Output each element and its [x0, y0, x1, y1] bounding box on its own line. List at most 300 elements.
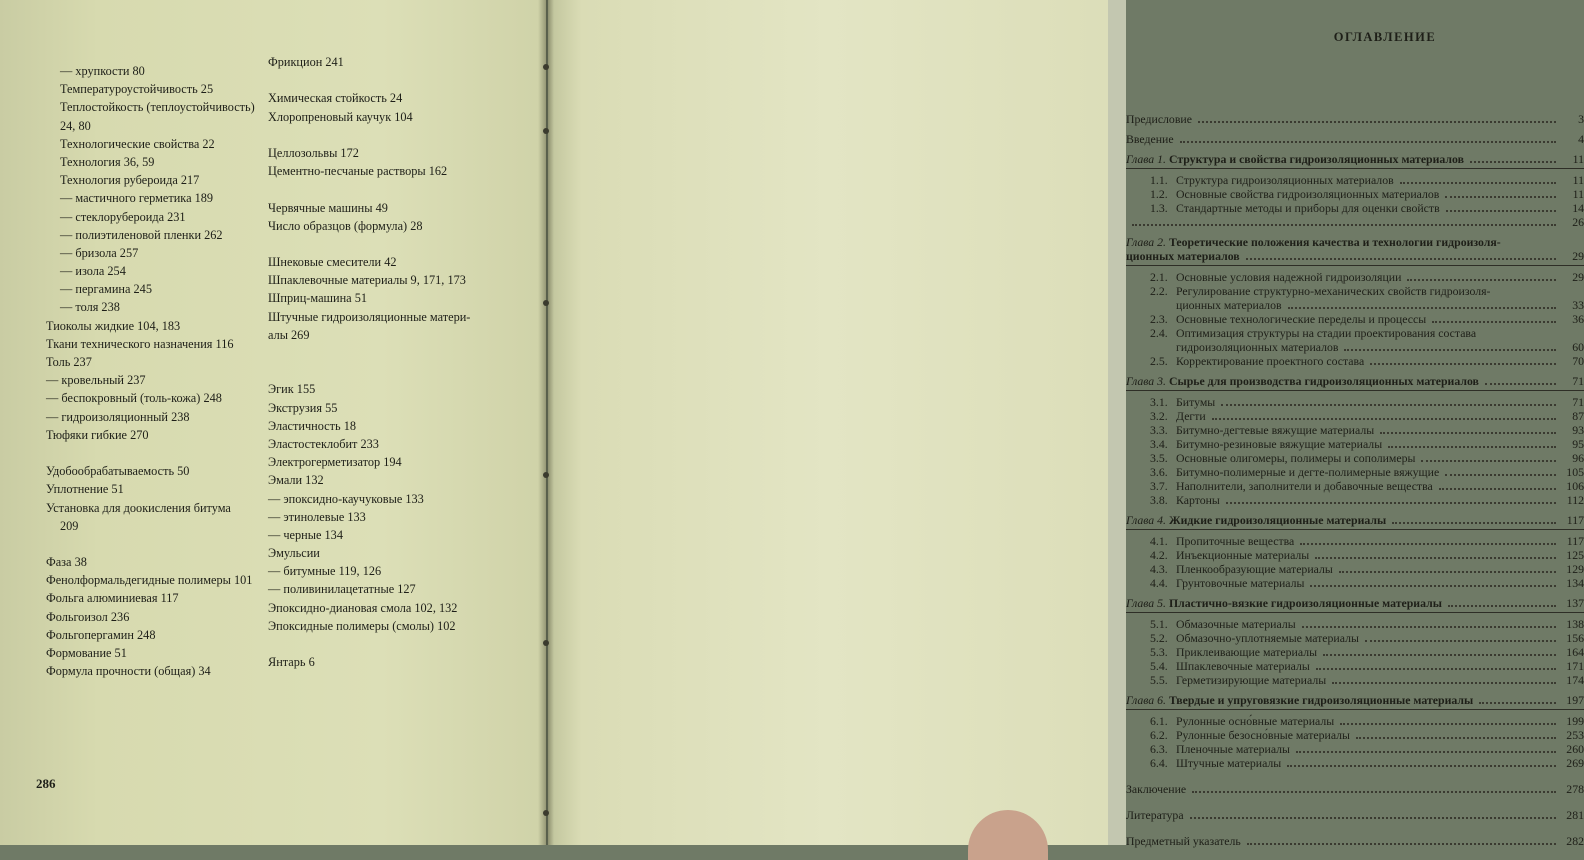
- leader-dots: [1370, 363, 1556, 365]
- index-entry: — гидроизоляционный 238: [46, 409, 190, 424]
- index-entry: — мастичного герметика 189: [60, 191, 214, 206]
- section-number: 2.5.: [1150, 354, 1168, 368]
- section-title: Основные условия надежной гидроизоляции: [1176, 270, 1402, 284]
- section-heading: [1126, 756, 1281, 770]
- toc-entry-text: Литература: [1126, 808, 1184, 822]
- toc-section[interactable]: [1126, 714, 1584, 728]
- section-title: Стандартные методы и приборы для оценки свойств: [1176, 201, 1440, 215]
- section-heading: [1126, 423, 1374, 437]
- toc-page-number: 253: [1566, 728, 1584, 742]
- section-heading: [1126, 742, 1290, 756]
- index-entry: Шнековые смесители 42: [268, 255, 397, 270]
- section-heading: [1126, 631, 1359, 645]
- toc-section[interactable]: [1126, 312, 1584, 326]
- section-number: 3.5.: [1150, 451, 1168, 465]
- leader-dots: [1392, 522, 1556, 524]
- section-number: 4.4.: [1150, 576, 1168, 590]
- index-entry: Химическая стойкость 24: [268, 91, 403, 106]
- toc-section[interactable]: [1126, 534, 1584, 548]
- section-title: Битумно-полимерные и дегте-полимерные вяжущие: [1176, 465, 1440, 479]
- section-heading: [1126, 465, 1439, 479]
- index-entry: Уплотнение 51: [46, 482, 124, 497]
- index-entry: — битумные 119, 126: [268, 564, 382, 579]
- toc-section[interactable]: [1126, 631, 1584, 645]
- index-entry: Технология рубероида 217: [60, 173, 200, 188]
- chapter-title-continued: ционных материалов: [1126, 249, 1240, 263]
- toc-page-number: 87: [1572, 409, 1584, 423]
- section-title: Рулонные осно́вные материалы: [1176, 714, 1335, 728]
- index-entry: Фрикцион 241: [268, 55, 344, 69]
- binding-stitch: [543, 128, 549, 134]
- section-title: Картоны: [1176, 493, 1220, 507]
- toc-page-number: 71: [1572, 395, 1584, 409]
- index-entry: 24, 80: [60, 118, 91, 133]
- index-entry: Эмали 132: [268, 473, 324, 488]
- toc-page-number: 134: [1566, 576, 1584, 590]
- section-number: 1.1.: [1150, 173, 1168, 187]
- leader-dots: [1344, 349, 1556, 351]
- section-number: 3.6.: [1150, 465, 1168, 479]
- index-entry: Удобообрабатываемость 50: [46, 464, 190, 479]
- section-title: Дегти: [1176, 409, 1206, 423]
- index-entry: — этинолевые 133: [268, 509, 366, 524]
- section-heading: [1126, 451, 1415, 465]
- toc-entry-text: Заключение: [1126, 782, 1187, 796]
- leader-dots: [1445, 474, 1556, 476]
- index-entry: Технология 36, 59: [60, 154, 155, 169]
- toc-section[interactable]: [1126, 617, 1584, 631]
- section-title-continued: ционных материалов: [1176, 298, 1282, 312]
- toc-page-number: 281: [1566, 808, 1584, 822]
- toc-section[interactable]: [1126, 187, 1584, 201]
- section-number: 2.2.: [1150, 284, 1168, 298]
- section-title: Битумно-резиновые вяжущие материалы: [1176, 437, 1383, 451]
- index-gap: [268, 635, 470, 653]
- section-number: 3.4.: [1150, 437, 1168, 451]
- toc-section[interactable]: [1126, 756, 1584, 770]
- toc-title: ОГЛАВЛЕНИЕ: [1333, 30, 1437, 44]
- section-heading: [1126, 576, 1304, 590]
- chapter-title: Теоретические положения качества и технологии гидроизоля-: [1168, 235, 1501, 249]
- toc-chapter-3[interactable]: [1126, 374, 1584, 388]
- section-heading: [1126, 714, 1334, 728]
- section-title-continued: гидроизоляционных материалов: [1176, 340, 1339, 354]
- chapter-rule: [1126, 612, 1584, 613]
- index-entry: — бризола 257: [60, 245, 139, 260]
- chapter-heading: [1126, 374, 1479, 388]
- leader-dots: [1198, 121, 1556, 123]
- section-title: Регулирование структурно-механических свойств гидроизоля-: [1176, 284, 1491, 298]
- index-entry: — толя 238: [60, 300, 120, 315]
- toc-page-number: 282: [1566, 834, 1584, 848]
- chapter-title: Твердые и упруговязкие гидроизоляционные материалы: [1168, 693, 1474, 707]
- index-entry: Толь 237: [46, 355, 92, 369]
- index-entry: — стеклорубероида 231: [60, 209, 186, 224]
- toc-section[interactable]: [1126, 659, 1584, 673]
- section-heading: [1126, 409, 1206, 423]
- section-title: Оптимизация структуры на стадии проектирования состава: [1176, 326, 1477, 340]
- index-entry: Червячные машины 49: [268, 200, 388, 215]
- index-entry: Температуроустойчивость 25: [60, 82, 214, 97]
- section-number: 6.1.: [1150, 714, 1168, 728]
- index-entry: — изола 254: [60, 264, 126, 279]
- toc-page-number: 29: [1572, 249, 1584, 263]
- toc-section[interactable]: [1126, 201, 1584, 215]
- index-gap: [268, 71, 470, 89]
- toc-section[interactable]: [1126, 173, 1584, 187]
- leader-dots: [1300, 543, 1556, 545]
- leader-dots: [1439, 488, 1556, 490]
- index-entry: — хрупкости 80: [60, 64, 145, 78]
- leader-dots: [1485, 383, 1556, 385]
- index-entry: Фольгоизол 236: [46, 609, 130, 624]
- leader-dots: [1212, 418, 1556, 420]
- index-gap: [46, 535, 255, 553]
- toc-section[interactable]: [1126, 742, 1584, 756]
- leader-dots: [1323, 654, 1556, 656]
- section-title: Приклеивающие материалы: [1176, 645, 1318, 659]
- index-entry: Эгик 155: [268, 382, 316, 397]
- index-entry: — поливинилацетатные 127: [268, 582, 416, 597]
- section-heading: [1126, 659, 1310, 673]
- leader-dots: [1400, 182, 1556, 184]
- binding-stitch: [543, 810, 549, 816]
- section-heading: [1126, 728, 1350, 742]
- index-entry: — эпоксидно-каучуковые 133: [268, 491, 424, 506]
- index-entry: Эпоксидно-диановая смола 102, 132: [268, 600, 458, 615]
- toc-section[interactable]: [1126, 395, 1584, 409]
- toc-page-number: 71: [1572, 374, 1584, 388]
- section-title: Штучные материалы: [1176, 756, 1282, 770]
- leader-dots: [1421, 460, 1556, 462]
- section-title: Битумно-дегтевые вяжущие материалы: [1176, 423, 1375, 437]
- toc-section[interactable]: [1126, 493, 1584, 507]
- section-heading: [1126, 201, 1440, 215]
- index-entry: Эластичность 18: [268, 418, 356, 433]
- chapter-title: Структура и свойства гидроизоляционных материалов: [1168, 152, 1465, 166]
- toc-page-number: 129: [1566, 562, 1584, 576]
- binding-stitch: [543, 472, 549, 478]
- index-entry: — пергамина 245: [60, 282, 152, 297]
- chapter-label: Глава 1.: [1126, 152, 1167, 166]
- chapter-label: Глава 2.: [1126, 235, 1167, 249]
- toc-page-number: 269: [1566, 756, 1584, 770]
- leader-dots: [1388, 446, 1556, 448]
- section-title: Наполнители, заполнители и добавочные вещества: [1176, 479, 1433, 493]
- section-number: 3.2.: [1150, 409, 1168, 423]
- toc-page-number: 112: [1566, 493, 1584, 507]
- chapter-rule: [1126, 709, 1584, 710]
- toc-page-number: 156: [1566, 631, 1584, 645]
- index-entry: Фольгопергамин 248: [46, 627, 156, 642]
- chapter-title: Пластично-вязкие гидроизоляционные материалы: [1168, 596, 1442, 610]
- toc-entry-tail[interactable]: [1126, 834, 1584, 848]
- index-entry: 209: [60, 518, 79, 533]
- section-number: 2.4.: [1150, 326, 1168, 340]
- toc-page-number: 36: [1572, 312, 1584, 326]
- leader-dots: [1315, 557, 1556, 559]
- section-title: Герметизирующие материалы: [1176, 673, 1327, 687]
- toc-page-number: 171: [1566, 659, 1584, 673]
- toc-section[interactable]: [1126, 326, 1584, 340]
- toc-page-number: 70: [1572, 354, 1584, 368]
- leader-dots: [1332, 682, 1556, 684]
- section-title: Инъекционные материалы: [1176, 548, 1310, 562]
- toc-entry-intro[interactable]: [1126, 132, 1584, 146]
- chapter-heading: [1126, 693, 1473, 707]
- leader-dots: [1192, 791, 1556, 793]
- index-entry: Тиоколы жидкие 104, 183: [46, 318, 181, 333]
- index-entry: Формула прочности (общая) 34: [46, 664, 211, 679]
- toc-section[interactable]: [1126, 728, 1584, 742]
- section-heading: [1126, 326, 1476, 340]
- section-title: Основные свойства гидроизоляционных материалов: [1176, 187, 1440, 201]
- section-heading: [1126, 354, 1364, 368]
- index-entry: Фаза 38: [46, 555, 87, 570]
- toc-extra-page: [1126, 215, 1584, 229]
- leader-dots: [1479, 702, 1556, 704]
- leader-dots: [1432, 321, 1556, 323]
- index-entry: Эмульсии: [268, 546, 320, 561]
- leader-dots: [1132, 224, 1556, 226]
- section-number: 4.2.: [1150, 548, 1168, 562]
- toc-chapter-2[interactable]: [1126, 235, 1584, 249]
- section-title: Обмазочно-уплотняемые материалы: [1176, 631, 1359, 645]
- index-entry: Шпаклевочные материалы 9, 171, 173: [268, 273, 466, 288]
- toc-section[interactable]: [1126, 284, 1584, 298]
- toc-section[interactable]: [1126, 409, 1584, 423]
- section-heading: [1126, 562, 1333, 576]
- leader-dots: [1247, 843, 1556, 845]
- index-entry: Эластостеклобит 233: [268, 436, 379, 451]
- section-heading: [1126, 284, 1490, 298]
- toc-page-number: 278: [1566, 782, 1584, 796]
- section-title: Пленкообразующие материалы: [1176, 562, 1333, 576]
- right-page: [548, 0, 1584, 848]
- section-title: Обмазочные материалы: [1176, 617, 1296, 631]
- chapter-rule: [1126, 529, 1584, 530]
- table-of-contents: [1126, 30, 1584, 848]
- toc-entry-preface[interactable]: [1126, 112, 1584, 126]
- toc-page-number: 26: [1572, 215, 1584, 229]
- section-number: 5.1.: [1150, 617, 1168, 631]
- index-entry: Электрогерметизатор 194: [268, 455, 402, 470]
- section-number: 6.4.: [1150, 756, 1168, 770]
- toc-page-number: 11: [1572, 152, 1584, 166]
- toc-entry-text: Введение: [1126, 132, 1174, 146]
- section-number: 6.3.: [1150, 742, 1168, 756]
- section-heading: [1126, 548, 1309, 562]
- leader-dots: [1180, 141, 1556, 143]
- page-number: 286: [36, 776, 56, 791]
- index-entry: Установка для доокисления битума: [46, 500, 231, 515]
- toc-chapter-continued: [1126, 249, 1584, 263]
- toc-page-number: 105: [1566, 465, 1584, 479]
- toc-page-number: 3: [1578, 112, 1584, 126]
- toc-page-number: 29: [1572, 270, 1584, 284]
- toc-page-number: 95: [1572, 437, 1584, 451]
- toc-chapter-5[interactable]: [1126, 596, 1584, 610]
- toc-page-number: 137: [1566, 596, 1584, 610]
- leader-dots: [1296, 751, 1556, 753]
- section-number: 5.5.: [1150, 673, 1168, 687]
- binding-stitch: [543, 300, 549, 306]
- index-entry: Фенолформальдегидные полимеры 101: [46, 573, 253, 588]
- toc-section[interactable]: [1126, 645, 1584, 659]
- toc-section[interactable]: [1126, 270, 1584, 284]
- toc-page-number: 197: [1566, 693, 1584, 707]
- toc-section[interactable]: [1126, 576, 1584, 590]
- left-page: [0, 0, 546, 845]
- leader-dots: [1316, 668, 1556, 670]
- leader-dots: [1380, 432, 1556, 434]
- leader-dots: [1448, 605, 1556, 607]
- index-entry: — кровельный 237: [46, 373, 146, 388]
- toc-section[interactable]: [1126, 465, 1584, 479]
- toc-page-number: 117: [1566, 513, 1584, 527]
- chapter-label: Глава 4.: [1126, 513, 1167, 527]
- toc-section[interactable]: [1126, 437, 1584, 451]
- index-entry: Хлоропреновый каучук 104: [268, 109, 413, 124]
- leader-dots: [1246, 258, 1556, 260]
- section-number: 2.1.: [1150, 270, 1168, 284]
- toc-entry-text: Предисловие: [1126, 112, 1192, 126]
- index-gap: [268, 344, 470, 362]
- section-heading: [1126, 395, 1215, 409]
- section-heading: [1126, 617, 1296, 631]
- section-heading: [1126, 645, 1317, 659]
- leader-dots: [1407, 279, 1556, 281]
- index-entry: Ткани технического назначения 116: [46, 336, 234, 351]
- index-entry: Штучные гидроизоляционные матери-: [268, 309, 471, 324]
- background-surface: [1108, 0, 1126, 845]
- index-entry: Число образцов (формула) 28: [268, 218, 423, 233]
- toc-page-number: 4: [1578, 132, 1584, 146]
- index-column-2: [268, 53, 470, 671]
- leader-dots: [1287, 765, 1556, 767]
- chapter-heading: [1126, 596, 1442, 610]
- toc-section[interactable]: [1126, 562, 1584, 576]
- section-heading: [1126, 534, 1294, 548]
- index-gap: [268, 180, 470, 198]
- section-title: Шпаклевочные материалы: [1176, 659, 1310, 673]
- section-number: 5.4.: [1150, 659, 1168, 673]
- section-heading: [1126, 187, 1439, 201]
- section-heading: [1126, 479, 1433, 493]
- toc-page-number: 11: [1572, 173, 1584, 187]
- section-title: Битумы: [1176, 395, 1216, 409]
- index-entry: Фольга алюминиевая 117: [46, 591, 179, 606]
- index-gap: [268, 362, 470, 380]
- book-spine: [538, 0, 554, 845]
- chapter-title: Жидкие гидроизоляционные материалы: [1168, 513, 1387, 527]
- leader-dots: [1226, 502, 1556, 504]
- toc-page-number: 260: [1566, 742, 1584, 756]
- section-number: 4.3.: [1150, 562, 1168, 576]
- leader-dots: [1445, 196, 1556, 198]
- toc-page-number: 93: [1572, 423, 1584, 437]
- section-title: Рулонные безосно́вные материалы: [1176, 728, 1350, 742]
- index-entry: Технологические свойства 22: [60, 136, 215, 151]
- toc-entry-text: Предметный указатель: [1126, 834, 1241, 848]
- section-number: 4.1.: [1150, 534, 1168, 548]
- section-number: 3.7.: [1150, 479, 1168, 493]
- index-gap: [268, 126, 470, 144]
- section-title: Основные технологические переделы и процессы: [1176, 312, 1427, 326]
- toc-chapter-6[interactable]: [1126, 693, 1584, 707]
- toc-entry-tail[interactable]: [1126, 782, 1584, 796]
- leader-dots: [1221, 404, 1556, 406]
- toc-page-number: 14: [1572, 201, 1584, 215]
- section-title: Корректирование проектного состава: [1176, 354, 1365, 368]
- section-number: 3.8.: [1150, 493, 1168, 507]
- section-title: Основные олигомеры, полимеры и сополимеры: [1176, 451, 1416, 465]
- toc-section[interactable]: [1126, 354, 1584, 368]
- toc-entry-tail[interactable]: [1126, 808, 1584, 822]
- chapter-label: Глава 5.: [1126, 596, 1167, 610]
- index-entry: Теплостойкость (теплоустойчивость): [60, 100, 255, 115]
- leader-dots: [1339, 571, 1556, 573]
- section-number: 1.3.: [1150, 201, 1168, 215]
- toc-section[interactable]: [1126, 451, 1584, 465]
- leader-dots: [1288, 307, 1556, 309]
- chapter-title: Сырье для производства гидроизоляционных материалов: [1168, 374, 1479, 388]
- index-entry: Формование 51: [46, 646, 127, 660]
- index-entry: — черные 134: [268, 527, 343, 542]
- toc-section-continued: [1126, 340, 1584, 354]
- leader-dots: [1340, 723, 1556, 725]
- chapter-rule: [1126, 390, 1584, 391]
- index-gap: [46, 444, 255, 462]
- section-heading: [1126, 270, 1401, 284]
- toc-chapter-1[interactable]: [1126, 152, 1584, 166]
- section-heading: [1126, 312, 1426, 326]
- index-entry: Шприц-машина 51: [268, 291, 368, 306]
- toc-section[interactable]: [1126, 548, 1584, 562]
- toc-page-number: 174: [1566, 673, 1584, 687]
- index-gap: [268, 235, 470, 253]
- index-entry: — полиэтиленовой пленки 262: [60, 227, 223, 242]
- toc-page-number: 117: [1566, 534, 1584, 548]
- section-heading: [1126, 173, 1394, 187]
- index-entry: — беспокровный (толь-кожа) 248: [46, 391, 222, 406]
- toc-section[interactable]: [1126, 423, 1584, 437]
- index-entry: Целлозольвы 172: [268, 145, 359, 160]
- chapter-heading: [1126, 152, 1464, 166]
- index-entry: Цементно-песчаные растворы 162: [268, 164, 448, 179]
- toc-page-number: 33: [1572, 298, 1584, 312]
- chapter-rule: [1126, 168, 1584, 169]
- section-number: 3.1.: [1150, 395, 1168, 409]
- leader-dots: [1470, 161, 1556, 163]
- chapter-label: Глава 3.: [1126, 374, 1167, 388]
- leader-dots: [1365, 640, 1556, 642]
- section-number: 5.2.: [1150, 631, 1168, 645]
- section-title: Пропиточные вещества: [1176, 534, 1295, 548]
- toc-section[interactable]: [1126, 479, 1584, 493]
- leader-dots: [1310, 585, 1556, 587]
- toc-page-number: 125: [1566, 548, 1584, 562]
- index-entry: Эпоксидные полимеры (смолы) 102: [268, 618, 456, 633]
- toc-chapter-4[interactable]: [1126, 513, 1584, 527]
- section-number: 5.3.: [1150, 645, 1168, 659]
- binding-stitch: [543, 640, 549, 646]
- section-number: 3.3.: [1150, 423, 1168, 437]
- toc-section[interactable]: [1126, 673, 1584, 687]
- toc-page-number: 60: [1572, 340, 1584, 354]
- chapter-heading: [1126, 235, 1501, 249]
- section-heading: [1126, 493, 1220, 507]
